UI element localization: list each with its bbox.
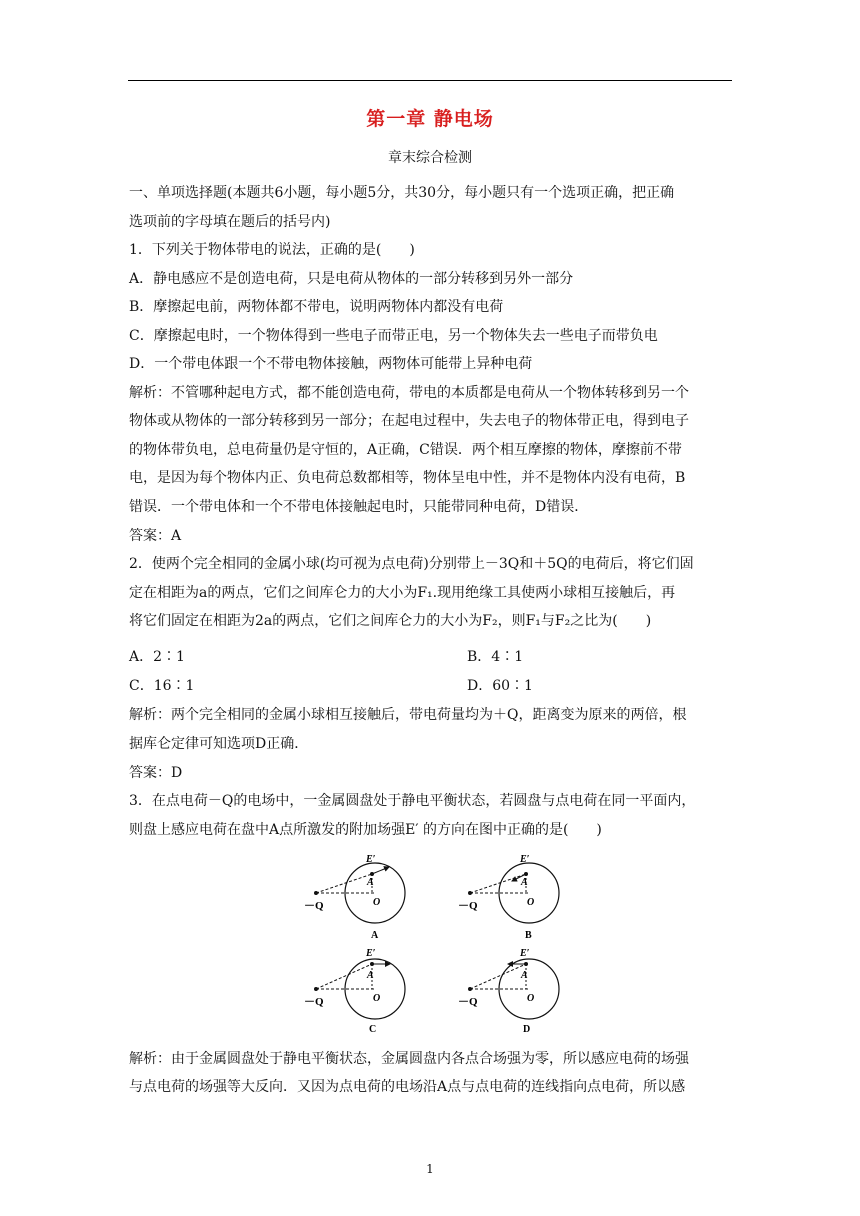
q1-analysis-line: 的物体带负电，总电荷量仍是守恒的，A正确，C错误．两个相互摩擦的物体，摩擦前不带: [129, 442, 682, 458]
q1-option-d: D．一个带电体跟一个不带电物体接触，两物体可能带上异种电荷: [129, 356, 533, 372]
q3-figure: [300, 848, 570, 1036]
figure-panel-a: [304, 854, 405, 941]
q2-option-b: B．4∶1: [467, 649, 524, 665]
q2-stem-line: 将它们固定在相距为2a的两点，它们之间库仑力的大小为F₂，则F₁与F₂之比为( ): [129, 613, 652, 629]
q2-analysis-line: 据库仑定律可知选项D正确．: [129, 736, 309, 752]
q1-analysis-line: 错误．一个带电体和一个不带电体接触起电时，只能带同种电荷，D错误．: [129, 499, 589, 515]
point-a-label: A: [367, 877, 374, 888]
field-label: E′: [366, 854, 376, 865]
section-instruction-line-2: 选项前的字母填在题后的括号内): [129, 214, 331, 230]
header-rule: [128, 80, 732, 81]
section-subtitle: 章末综合检测: [388, 150, 472, 166]
q2-answer: 答案：D: [129, 765, 183, 781]
q1-analysis-line: 电，是因为每个物体内正、负电荷总数都相等，物体呈电中性，并不是物体内没有电荷，B: [129, 470, 686, 486]
q3-analysis-line: 解析：由于金属圆盘处于静电平衡状态，金属圆盘内各点合场强为零，所以感应电荷的场强: [129, 1051, 689, 1067]
q1-option-a: A．静电感应不是创造电荷，只是电荷从物体的一部分转移到另外一部分: [129, 271, 574, 287]
panel-label-c: C: [369, 1024, 377, 1035]
field-label: E′: [520, 854, 530, 865]
center-label: O: [527, 993, 535, 1004]
q2-analysis-line: 解析：两个完全相同的金属小球相互接触后，带电荷量均为＋Q，距离变为原来的两倍，根: [129, 707, 687, 723]
q3-stem-line: 3．在点电荷－Q的电场中，一金属圆盘处于静电平衡状态，若圆盘与点电荷在同一平面内，: [129, 793, 696, 809]
charge-label: －Q: [458, 996, 478, 1008]
center-label: O: [373, 993, 381, 1004]
chapter-title: 第一章 静电场: [366, 108, 494, 130]
section-instruction-line-1: 一、单项选择题(本题共6小题，每小题5分，共30分，每小题只有一个选项正确，把正确: [129, 185, 675, 201]
figure-panel-b: [458, 854, 559, 941]
q1-analysis-line: 解析：不管哪种起电方式，都不能创造电荷，带电的本质都是电荷从一个物体转移到另一个: [129, 385, 689, 401]
point-a-label: A: [521, 877, 528, 888]
q3-stem-line: 则盘上感应电荷在盘中A点所激发的附加场强E′ 的方向在图中正确的是( ): [129, 822, 602, 838]
charge-label: －Q: [304, 996, 324, 1008]
panel-label-d: D: [523, 1024, 531, 1035]
q2-option-d: D．60∶1: [467, 678, 533, 694]
figure-panel-d: [458, 948, 559, 1035]
q1-stem: 1．下列关于物体带电的说法，正确的是( ): [129, 242, 415, 258]
q1-option-b: B．摩擦起电前，两物体都不带电，说明两物体内都没有电荷: [129, 299, 504, 315]
q2-stem-line: 定在相距为a的两点，它们之间库仑力的大小为F₁.现用绝缘工具使两小球相互接触后，再: [129, 585, 676, 601]
q1-option-c: C．摩擦起电时，一个物体得到一些电子而带正电，另一个物体失去一些电子而带负电: [129, 328, 658, 344]
figure-panel-c: [304, 948, 405, 1035]
center-label: O: [373, 897, 381, 908]
q1-answer: 答案：A: [129, 528, 182, 544]
page-number: 1: [426, 1162, 434, 1176]
q1-analysis-line: 物体或从物体的一部分转移到另一部分；在起电过程中，失去电子的物体带正电，得到电子: [129, 413, 689, 429]
q2-option-c: C．16∶1: [129, 678, 195, 694]
q3-analysis-line: 与点电荷的场强等大反向．又因为点电荷的电场沿A点与点电荷的连线指向点电荷，所以感: [129, 1079, 686, 1095]
charge-label: －Q: [304, 900, 324, 912]
charge-label: －Q: [458, 900, 478, 912]
point-a-label: A: [521, 970, 528, 981]
field-label: E′: [520, 948, 530, 959]
field-label: E′: [366, 948, 376, 959]
point-a-label: A: [367, 970, 374, 981]
q2-stem-line: 2．使两个完全相同的金属小球(均可视为点电荷)分别带上－3Q和＋5Q的电荷后，将它们固: [129, 556, 694, 572]
panel-label-a: A: [371, 930, 379, 941]
center-label: O: [527, 897, 535, 908]
q2-option-a: A．2∶1: [129, 649, 185, 665]
panel-label-b: B: [525, 930, 532, 941]
